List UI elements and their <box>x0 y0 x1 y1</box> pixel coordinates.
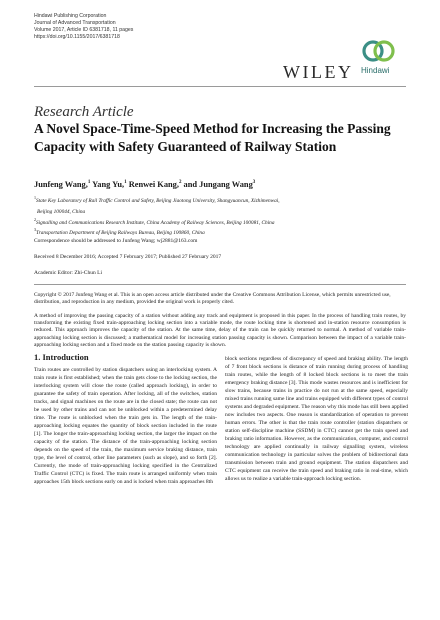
affiliation-row: Beijing 100044, China <box>37 208 86 215</box>
header-divider <box>34 86 406 87</box>
author-list <box>34 180 255 189</box>
meta-divider <box>34 284 406 285</box>
article-type: Research Article <box>34 104 134 120</box>
author-name: and Jungang Wang <box>183 180 253 189</box>
body-column-right: block sections regardless of discrepancy of speed and braking ability. The length of 7 front block sections is distance of train running during process of handling train routes, while the length of 8 locked block sections is to meet the train emergency braking distance [3]. This mode wastes resources and is inefficient for slow trains, because trains in practice do not run at the same speed, especially mixed trains running same line and trains equipped with different types of control systems and degraded equipment. The reason why this mode has still been applied now includes two aspects. One reason is standardization of operation to prevent human errors. The other is that the train route controller (station dispatchers or station self-discipline machine (SSDM) in CTC) cannot get the train speed and braking ratio information. However, as the communication, computer, and control technology are applied continually in railway signalling system, wireless communication technology in particular solves the problem of bidirectional data transmission between train and ground equipment. The station dispatchers and CTC equipment can receive the train speed and braking ratio in real-time, which allows us to realize a variable train-approach locking section. <box>225 356 408 482</box>
academic-editor: Academic Editor: Zhi-Chun Li <box>34 270 102 276</box>
publisher: Hindawi Publishing Corporation <box>34 13 107 19</box>
dates: Received 8 December 2016; Accepted 7 February 2017; Published 27 February 2017 <box>34 254 222 260</box>
body-column-left: Train routes are controlled by station dispatchers using an interlocking system. A train route is first established; when the train gets close to the locking section, the interlocking system will close the route (called approach locking), in order to guarantee the safety of train operation. After locking, all of the switches, station tracks, and signal machines on the route are in the closed state; the route can not be used by other trains and can not be unblocked within a predetermined delay time. The route is unblocked when the train gets in. The length of the train-approaching locking equates the quantity of block section included in the route [1]. The longer the train-approaching locking section, the larger the impact on the capacity of the station. The distance of the train-approaching locking section depends on the speed of the train, the maximum service braking distance, train type, the level of control, other line parameters (such as slope), and so forth [2]. Currently, the mode of train-approaching locking specified in the Centralized Traffic Control (CTC) is fixed. The train route is arranged uniformly when train approaches 15th block sections early on and is locked when train approaches 8th <box>34 367 217 485</box>
journal-name: Journal of Advanced Transportation <box>34 20 116 26</box>
affiliations <box>34 194 404 237</box>
wiley-logo: WILEY <box>283 62 354 82</box>
abstract: A method of improving the passing capacity of a station without adding any track and equipment is proposed in this paper. In the process of handling train routes, by transforming the existing fixed train-approaching locking section into a variable mode, the route locking time is shortened and in-station resource consumption is reduced. This approach improves the capacity of the station. At the same time, delay of the train can be quickly returned to normal. A method of variable train-approaching locking section is discussed; a mathematical model for increasing station passing capacity is shown. Comparison between the impact of a variable train-approaching locking section and a fixed mode on the station passing capacity is shown. <box>34 313 406 348</box>
author-sup: 1 <box>87 180 91 186</box>
author-sup: 2 <box>178 180 182 186</box>
author-name: Junfeng Wang, <box>34 180 88 189</box>
affiliation-row: $^1$State Key Laboratory of Rail Traffic Control and Safety, Beijing Jiaotong University, Shangyuancun, Xizhimenwai, <box>34 195 280 204</box>
affiliation-row: $^2$Signalling and Communications Research Institute, China Academy of Railway Sciences, Beijing 100081, China <box>34 216 275 226</box>
section-heading: 1. Introduction <box>34 352 89 362</box>
author-sup: 3 <box>252 180 256 186</box>
volume-line: Volume 2017, Article ID 6381718, 11 pages <box>34 27 134 33</box>
author-sup: 1 <box>124 180 127 186</box>
hindawi-wordmark: Hindawi <box>361 66 390 75</box>
hindawi-logo-icon <box>362 38 396 64</box>
copyright-notice: Copyright © 2017 Junfeng Wang et al. This is an open access article distributed under the Creative Commons Attribution License, which permits unrestricted use, distribution, and reproduction in any medium, provided the original work is properly cited. <box>34 292 391 306</box>
author-name: Renwei Kang, <box>128 180 179 189</box>
author-name: Yang Yu, <box>92 180 125 189</box>
journal-info <box>34 13 254 41</box>
doi-link[interactable]: https://doi.org/10.1155/2017/6381718 <box>34 34 120 40</box>
paper-title: A Novel Space-Time-Speed Method for Increasing the Passing Capacity with Safety Guaranteed of Railway Station <box>34 121 391 154</box>
correspondence: Correspondence should be addressed to Junfeng Wang; wj2881@163.com <box>34 238 198 244</box>
affiliation-row: $^3$Transportation Department of Beijing Railways Bureau, Beijing 100860, China <box>34 227 205 237</box>
